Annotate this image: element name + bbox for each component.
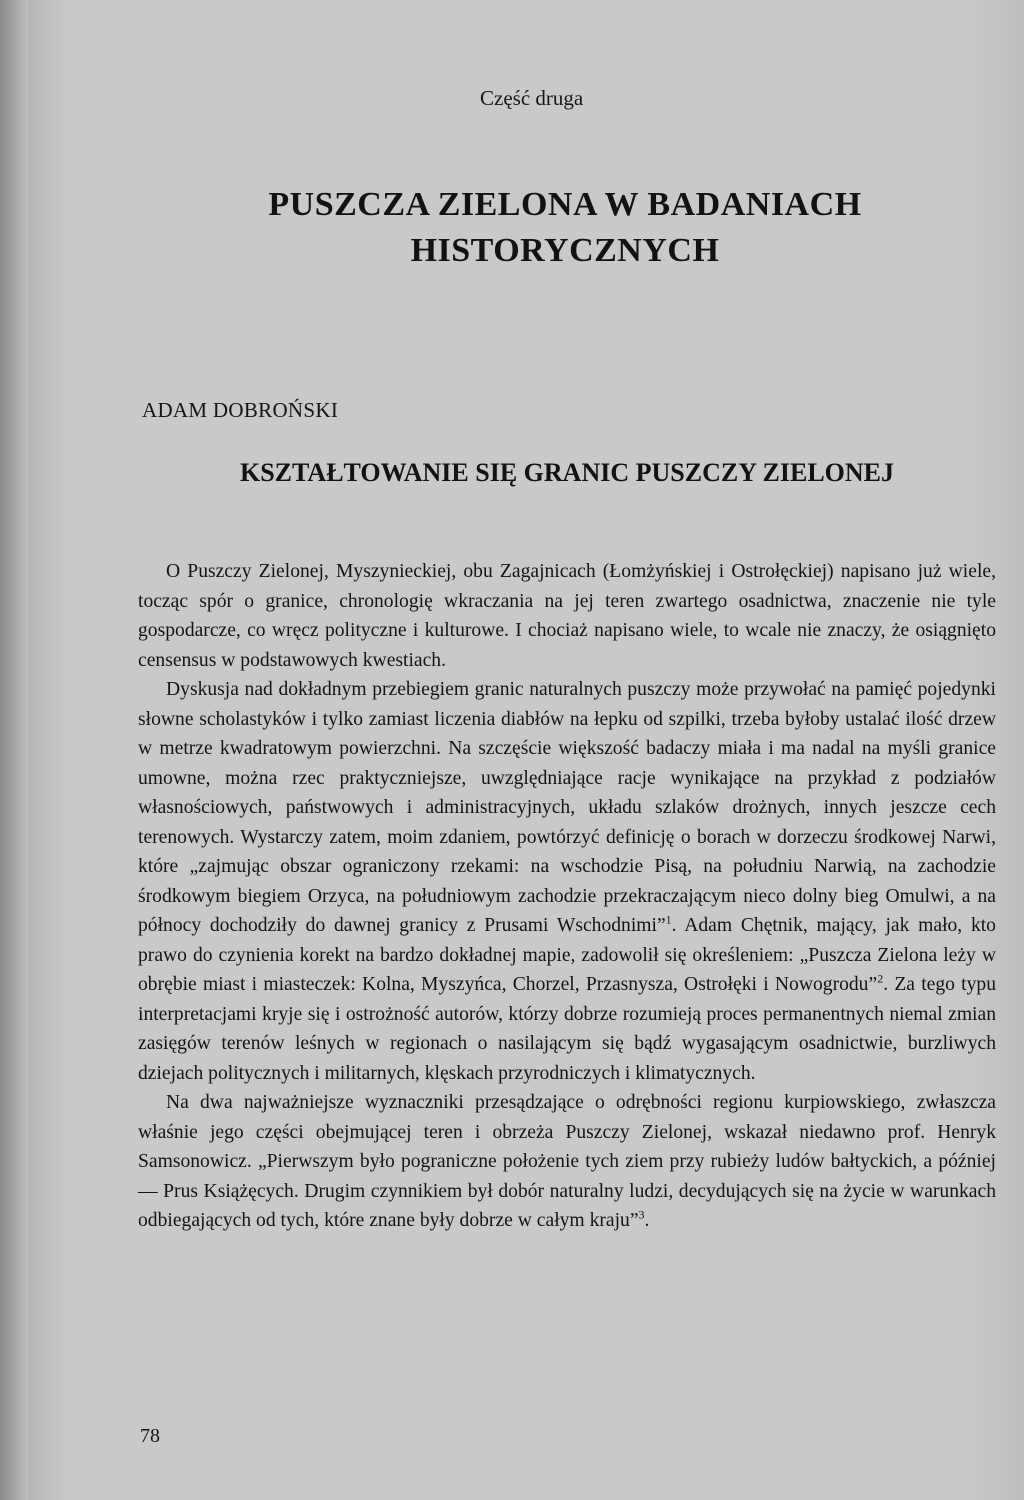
part-label: Część druga — [480, 86, 584, 110]
paragraph-3-part-a: Na dwa najważniejsze wyznaczniki przesądzające o odrębności regionu kurpiowskiego, zwłaszcza właśnie jego części obejmującej teren i obrzeża Puszczy Zielonej, wskazał niedawno prof. Henryk Samsonowicz. „Pierwszym było pograniczne położenie tych ziem przy rubieży ludów bałtyckich, a później — Prus Książęcych. Drugim czynnikiem był dobór naturalny ludzi, decydujących się na życie w warunkach odbiegających od tych, które znane były dobrze w całym kraju” — [138, 1092, 996, 1231]
article-author: ADAM DOBROŃSKI — [142, 398, 339, 422]
page-number: 78 — [140, 1425, 160, 1447]
section-title-line-2: HISTORYCZNYCH — [410, 232, 720, 269]
section-title — [140, 182, 990, 274]
paragraph-2-part-b: . Adam Chętnik, mający, jak mało, kto prawo do czynienia korekt na bardzo dokładnej mapie, zadowolił się określeniem: „Puszcza Zielona leży w obrębie miast i miasteczek: Kolna, Myszyńca, Chorzel, Przasnysza, Ostrołęki i Nowogrodu” — [138, 915, 996, 995]
section-title-line-1: PUSZCZA ZIELONA W BADANIACH — [268, 186, 862, 223]
paragraph-2-part-c: . Za tego typu interpretacjami kryje się i ostrożność autorów, którzy dobrze rozumieją proces permanentnych niemal zmian zasięgów terenów leśnych w regionach o nasilającym się bądź wygasającym osadnictwie, burzliwych dziejach politycznych i militarnych, klęskach przyrodniczych i klimatycznych. — [138, 974, 997, 1084]
footnote-ref-1: 1 — [665, 912, 672, 927]
footnote-ref-2: 2 — [877, 971, 884, 986]
article-body — [138, 557, 996, 1236]
paragraph-3 — [138, 1088, 996, 1236]
paragraph-3-part-b: . — [644, 1210, 650, 1231]
footnote-ref-3: 3 — [638, 1207, 645, 1222]
paragraph-1: O Puszczy Zielonej, Myszynieckiej, obu Zagajnicach (Łomżyńskiej i Ostrołęckiej) napisano już wiele, tocząc spór o granice, chronologię wkraczania na jej teren zwartego osadnictwa, znaczenie nie tyle gospodarcze, co wręcz polityczne i kulturowe. I chociaż napisano wiele, to wcale nie znaczy, że osiągnięto censensus w podstawowych kwestiach. — [138, 561, 996, 671]
book-spine-shadow — [0, 0, 28, 1500]
paragraph-2-part-a: Dyskusja nad dokładnym przebiegiem granic naturalnych puszczy może przywołać na pamięć pojedynki słowne scholastyków i tylko zamiast liczenia diabłów na łepku od szpilki, trzeba byłoby ustalać ilość drzew w metrze kwadratowym powierzchni. Na szczęście większość badaczy miała i ma nadal na myśli granice umowne, można rzec praktyczniejsze, uwzględniające racje wynikające na przykład z podziałów własnościowych, państwowych i administracyjnych, układu szlaków drożnych, innych jeszcze cech terenowych. Wystarczy zatem, moim zdaniem, powtórzyć definicję o borach w dorzeczu środkowej Narwi, które „zajmując obszar ograniczony rzekami: na wschodzie Pisą, na południu Narwią, na zachodzie środkowym biegiem Orzyca, na południowym zachodzie przekraczającym nieco dolny bieg Omulwi, a na północy dochodziły do dawnej granicy z Prusami Wschodnimi” — [138, 679, 996, 936]
paragraph-2 — [138, 675, 996, 1088]
article-title: KSZTAŁTOWANIE SIĘ GRANIC PUSZCZY ZIELONEJ — [239, 458, 895, 487]
